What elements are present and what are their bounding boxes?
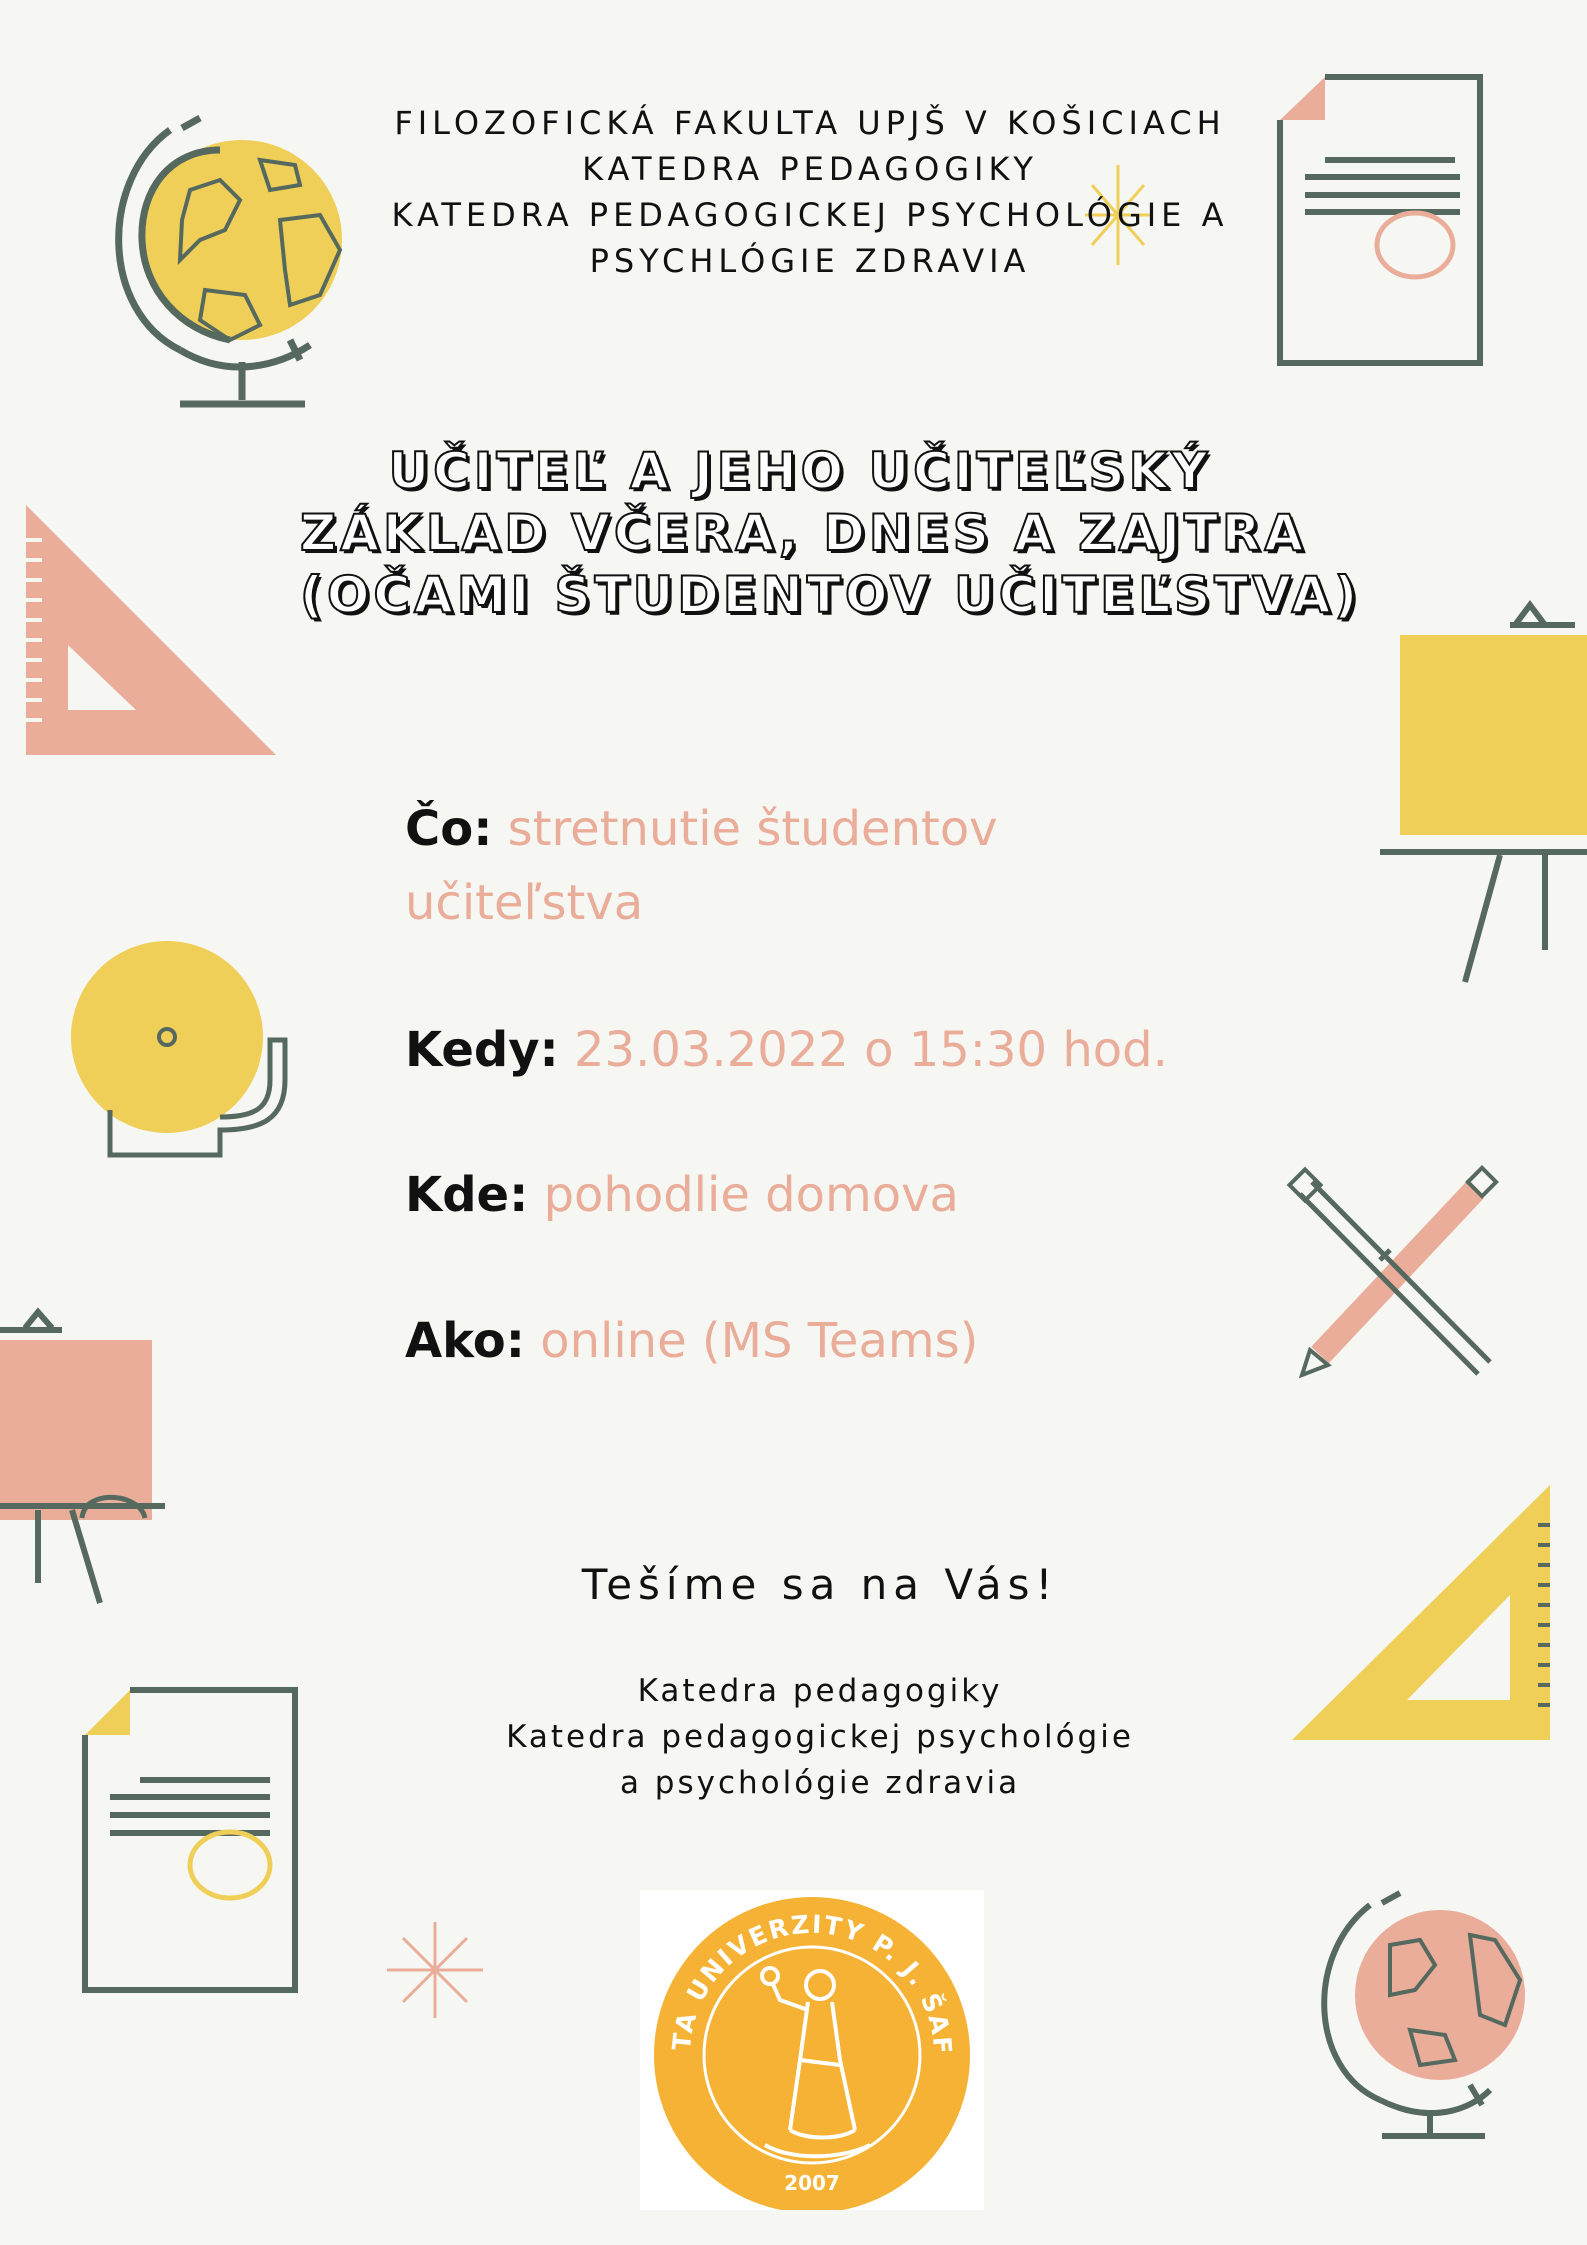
event-title-line-3: (OČAMI ŠTUDENTOV UČITEĽSTVA)	[300, 566, 1362, 624]
detail-co	[405, 792, 998, 940]
easel-icon	[0, 1308, 170, 1608]
sparkle-icon	[385, 1920, 485, 2020]
event-title-line-1: UČITEĽ A JEHO UČITEĽSKÝ	[388, 442, 1212, 500]
document-icon	[80, 1685, 300, 1995]
pen-pencil-icon	[1290, 1170, 1510, 1380]
footer-line-3: a psychológie zdravia	[619, 1765, 1021, 1801]
detail-ako	[405, 1304, 978, 1378]
detail-co-value-line2: učiteľstva	[405, 875, 644, 931]
globe-icon	[110, 110, 360, 410]
seal-graphic	[640, 1890, 984, 2210]
header	[380, 100, 1240, 284]
detail-ako-label: Ako:	[405, 1313, 525, 1369]
header-line-faculty: FILOZOFICKÁ FAKULTA UPJŠ V KOŠICIACH	[394, 104, 1226, 142]
easel-icon	[1375, 600, 1587, 990]
document-icon	[1275, 75, 1490, 365]
university-seal	[640, 1890, 984, 2210]
seal-year: 2007	[784, 2171, 840, 2195]
detail-ako-value: online (MS Teams)	[540, 1313, 979, 1369]
footer-line-1: Katedra pedagogiky	[637, 1673, 1003, 1709]
greeting: Tešíme sa na Vás!	[581, 1560, 1059, 1609]
detail-kedy	[405, 1013, 1168, 1087]
footer-line-2: Katedra pedagogickej psychológie	[506, 1719, 1134, 1755]
detail-kde-value: pohodlie domova	[543, 1167, 959, 1223]
set-square-icon	[26, 505, 276, 760]
detail-kde	[405, 1158, 959, 1232]
detail-kedy-value: 23.03.2022 o 15:30 hod.	[574, 1022, 1168, 1078]
detail-kde-label: Kde:	[405, 1167, 529, 1223]
event-title-line-2: ZÁKLAD VČERA, DNES A ZAJTRA	[300, 504, 1308, 562]
header-line-dept-pedagogy: KATEDRA PEDAGOGIKY	[582, 150, 1038, 188]
detail-kedy-label: Kedy:	[405, 1022, 559, 1078]
event-title	[300, 440, 1362, 626]
seal-text: TA UNIVERZITY P. J. ŠAF	[666, 1909, 958, 2054]
detail-co-value-line1: stretnutie študentov	[507, 801, 998, 857]
set-square-icon	[1292, 1485, 1552, 1740]
bell-icon	[70, 940, 300, 1170]
header-line-dept-health: PSYCHLÓGIE ZDRAVIA	[589, 242, 1031, 280]
globe-icon	[1320, 1885, 1540, 2140]
header-line-dept-psychology: KATEDRA PEDAGOGICKEJ PSYCHOLÓGIE A	[391, 196, 1229, 234]
detail-co-label: Čo:	[405, 801, 493, 857]
footer-departments	[400, 1668, 1240, 1806]
